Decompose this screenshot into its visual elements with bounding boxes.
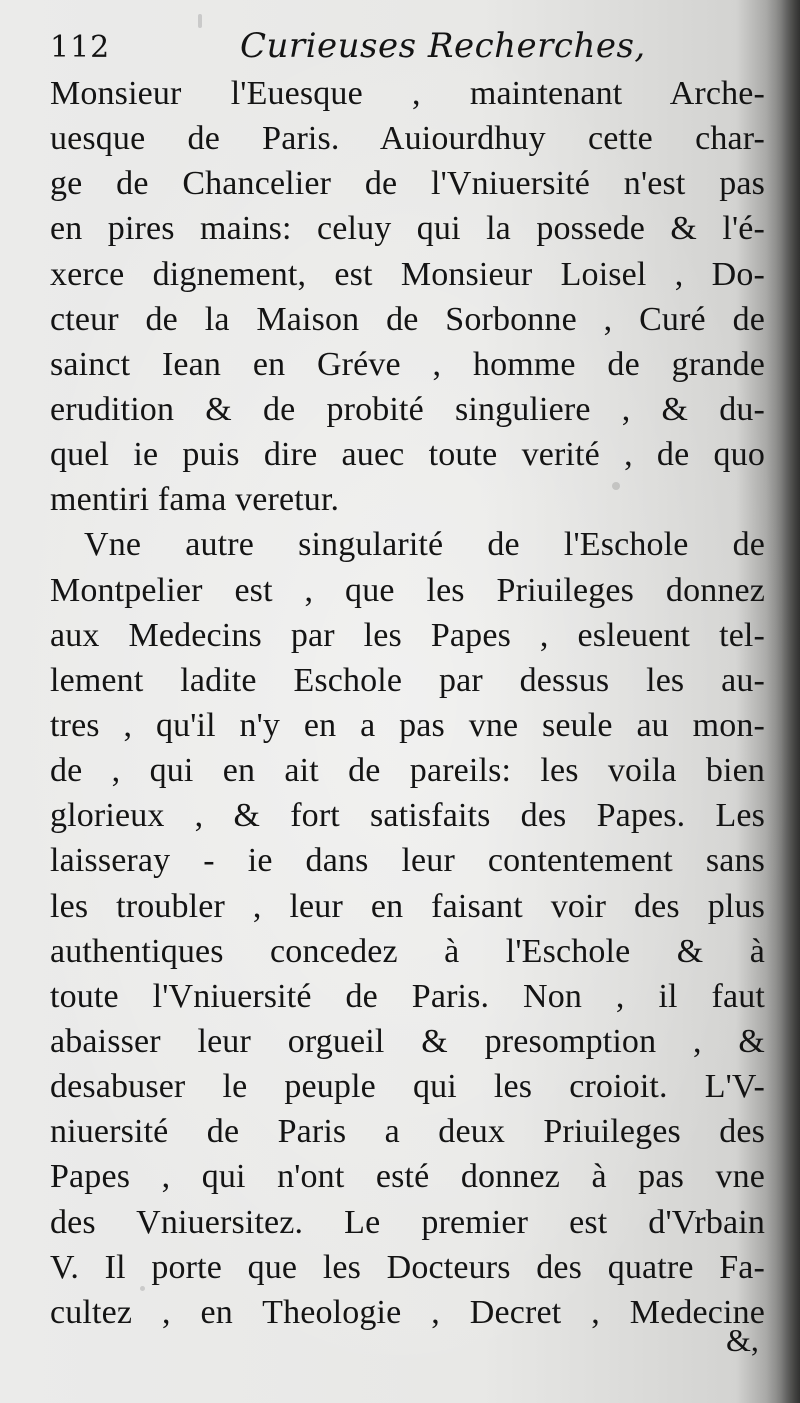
text-line: erudition & de probité singuliere , & du- <box>50 390 765 428</box>
running-head <box>50 26 762 70</box>
catchword: &, <box>726 1322 759 1358</box>
paper-speck <box>140 1286 145 1291</box>
page-number: 112 <box>50 30 111 65</box>
text-line: uesque de Paris. Auiourdhuy cette char- <box>50 120 765 158</box>
text-line: les troubler , leur en faisant voir des plus <box>50 887 765 925</box>
gutter-shadow <box>766 0 800 1403</box>
text-line: de , qui en ait de pareils: les voila bien <box>50 752 765 790</box>
text-line: aux Medecins par les Papes , esleuent tel- <box>50 616 765 654</box>
text-line: Papes , qui n'ont esté donnez à pas vne <box>50 1158 765 1196</box>
text-line: V. Il porte que les Docteurs des quatre Fa- <box>50 1248 765 1286</box>
text-line: Vne autre singularité de l'Eschole de <box>84 526 765 564</box>
text-line: Monsieur l'Euesque , maintenant Arche- <box>50 75 765 112</box>
text-line: glorieux , & fort satisfaits des Papes. Les <box>50 797 765 835</box>
text-block <box>50 71 765 1335</box>
text-line: cultez , en Theologie , Decret , Medecine <box>50 1293 765 1331</box>
text-line: niuersité de Paris a deux Priuileges des <box>50 1113 765 1151</box>
text-line: laisseray - ie dans leur contentement sans <box>50 842 765 880</box>
text-line: ge de Chancelier de l'Vniuersité n'est pas <box>50 165 765 203</box>
text-line: toute l'Vniuersité de Paris. Non , il faut <box>50 977 765 1015</box>
text-line: lement ladite Eschole par dessus les au- <box>50 661 765 699</box>
text-line: quel ie puis dire auec toute verité , de quo <box>50 436 765 474</box>
text-line: Montpelier est , que les Priuileges donnez <box>50 571 765 609</box>
text-line: desabuser le peuple qui les croioit. L'V- <box>50 1068 765 1106</box>
text-line: cteur de la Maison de Sorbonne , Curé de <box>50 300 765 338</box>
paper-speck <box>198 14 202 28</box>
text-line: abaisser leur orgueil & presomption , & <box>50 1022 765 1060</box>
text-line: mentiri fama veretur. <box>50 481 340 519</box>
running-title: Curieuses Recherches, <box>240 26 646 66</box>
paper-speck <box>612 482 620 490</box>
text-line: xerce dignement, est Monsieur Loisel , Do- <box>50 255 765 293</box>
text-line: des Vniuersitez. Le premier est d'Vrbain <box>50 1203 765 1241</box>
text-line: en pires mains: celuy qui la possede & l'é- <box>50 210 765 248</box>
text-line: tres , qu'il n'y en a pas vne seule au mon- <box>50 706 765 744</box>
text-line: authentiques concedez à l'Eschole & à <box>50 932 765 970</box>
text-line: sainct Iean en Gréve , homme de grande <box>50 345 765 383</box>
